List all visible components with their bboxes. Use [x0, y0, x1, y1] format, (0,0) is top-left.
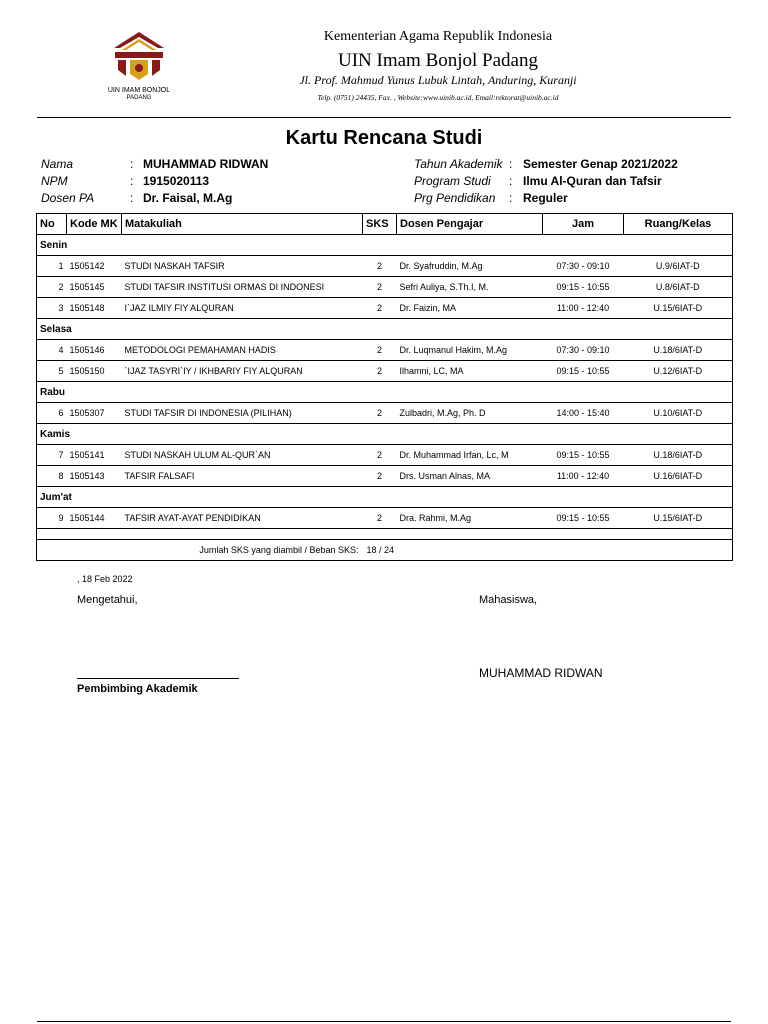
dosen-pa-value: Dr. Faisal, M.Ag: [143, 191, 233, 205]
cell-kode: 1505143: [67, 466, 122, 487]
day-row: [37, 487, 733, 508]
col-header-sks: SKS: [363, 214, 397, 235]
cell-ruang: U.15/6IAT-D: [624, 508, 733, 529]
day-label: Selasa: [37, 319, 733, 340]
nama-value: MUHAMMAD RIDWAN: [143, 157, 269, 171]
cell-no: 9: [37, 508, 67, 529]
total-row: [37, 540, 733, 561]
cell-ruang: U.18/6IAT-D: [624, 340, 733, 361]
cell-no: 3: [37, 298, 67, 319]
cell-ruang: U.15/6IAT-D: [624, 298, 733, 319]
logo-text-1: UIN IMAM BONJOL: [107, 87, 171, 94]
university-name: UIN Imam Bonjol Padang: [337, 50, 538, 71]
npm-sep: :: [130, 174, 134, 188]
cell-dosen: Ilhamni, LC, MA: [397, 361, 543, 382]
cell-jam: 07:30 - 09:10: [543, 256, 624, 277]
npm-value: 1915020113: [143, 174, 210, 188]
day-row: [37, 382, 733, 403]
day-row: [37, 424, 733, 445]
tahun-akademik-label: Tahun Akademik: [414, 157, 503, 171]
cell-ruang: U.8/6IAT-D: [624, 277, 733, 298]
cell-dosen: Dr. Luqmanul Hakim, M.Ag: [397, 340, 543, 361]
cell-sks: 2: [363, 298, 397, 319]
program-studi-label: Program Studi: [414, 174, 491, 188]
table-spacer-row: [37, 529, 733, 540]
cell-dosen: Dr. Faizin, MA: [397, 298, 543, 319]
advisor-signature-line: [77, 678, 239, 679]
tahun-sep: :: [509, 157, 513, 171]
col-header-ruang: Ruang/Kelas: [624, 214, 733, 235]
table-row: [37, 466, 733, 487]
cell-matakuliah: `IJAZ TASYRI`IY / IKHBARIY FIY ALQURAN: [122, 361, 363, 382]
dosen-pa-label: Dosen PA: [41, 191, 95, 205]
cell-jam: 09:15 - 10:55: [543, 508, 624, 529]
table-row: [37, 298, 733, 319]
tahun-akademik-value: Semester Genap 2021/2022: [523, 157, 678, 171]
cell-kode: 1505150: [67, 361, 122, 382]
cell-kode: 1505142: [67, 256, 122, 277]
col-header-no: No: [37, 214, 67, 235]
program-studi-value: Ilmu Al-Quran dan Tafsir: [523, 174, 662, 188]
cell-dosen: Drs. Usman Alnas, MA: [397, 466, 543, 487]
cell-kode: 1505146: [67, 340, 122, 361]
cell-no: 6: [37, 403, 67, 424]
cell-dosen: Dr. Muhammad Irfan, Lc, M: [397, 445, 543, 466]
cell-no: 5: [37, 361, 67, 382]
day-label: Kamis: [37, 424, 733, 445]
cell-jam: 09:15 - 10:55: [543, 445, 624, 466]
mengetahui-label: Mengetahui,: [77, 594, 138, 606]
cell-dosen: Dra. Rahmi, M.Ag: [397, 508, 543, 529]
cell-dosen: Sefri Auliya, S.Th.I, M.: [397, 277, 543, 298]
footer-divider: [37, 1021, 731, 1022]
cell-matakuliah: STUDI TAFSIR DI INDONESIA (PILIHAN): [122, 403, 363, 424]
table-row: [37, 361, 733, 382]
table-row: [37, 340, 733, 361]
nama-sep: :: [130, 157, 134, 171]
nama-label: Nama: [41, 157, 74, 171]
cell-matakuliah: I`JAZ ILMIY FIY ALQURAN: [122, 298, 363, 319]
cell-jam: 07:30 - 09:10: [543, 340, 624, 361]
cell-kode: 1505307: [67, 403, 122, 424]
cell-matakuliah: TAFSIR FALSAFI: [122, 466, 363, 487]
cell-no: 4: [37, 340, 67, 361]
cell-sks: 2: [363, 256, 397, 277]
cell-kode: 1505141: [67, 445, 122, 466]
spacer-cell: [37, 529, 733, 540]
university-logo: [100, 30, 178, 100]
logo-emblem-icon: [100, 30, 178, 82]
prg-pendidikan-value: Reguler: [523, 191, 568, 205]
cell-kode: 1505144: [67, 508, 122, 529]
cell-ruang: U.9/6IAT-D: [624, 256, 733, 277]
prg-sep: :: [509, 191, 513, 205]
cell-ruang: U.16/6IAT-D: [624, 466, 733, 487]
table-row: [37, 277, 733, 298]
table-header-row: [37, 214, 733, 235]
cell-ruang: U.12/6IAT-D: [624, 361, 733, 382]
ministry-name: Kementerian Agama Republik Indonesia: [323, 29, 553, 44]
cell-ruang: U.10/6IAT-D: [624, 403, 733, 424]
cell-sks: 2: [363, 466, 397, 487]
cell-jam: 09:15 - 10:55: [543, 361, 624, 382]
prg-pendidikan-label: Prg Pendidikan: [414, 191, 496, 205]
header-divider: [37, 117, 731, 118]
cell-dosen: Dr. Syafruddin, M.Ag: [397, 256, 543, 277]
cell-no: 8: [37, 466, 67, 487]
table-row: [37, 445, 733, 466]
col-header-matakuliah: Matakuliah: [122, 214, 363, 235]
table-row: [37, 508, 733, 529]
total-label: Jumlah SKS yang diambil / Beban SKS:: [37, 540, 363, 561]
cell-no: 1: [37, 256, 67, 277]
cell-matakuliah: TAFSIR AYAT-AYAT PENDIDIKAN: [122, 508, 363, 529]
course-table: [36, 213, 733, 561]
cell-sks: 2: [363, 403, 397, 424]
cell-no: 7: [37, 445, 67, 466]
cell-sks: 2: [363, 445, 397, 466]
col-header-jam: Jam: [543, 214, 624, 235]
cell-matakuliah: METODOLOGI PEMAHAMAN HADIS: [122, 340, 363, 361]
university-contact: Telp. (0751) 24435, Fax. , Website:www.uinib.ac.id, Email:rektorat@uinib.ac.id: [317, 93, 559, 102]
cell-jam: 11:00 - 12:40: [543, 466, 624, 487]
cell-jam: 14:00 - 15:40: [543, 403, 624, 424]
cell-jam: 11:00 - 12:40: [543, 298, 624, 319]
cell-kode: 1505148: [67, 298, 122, 319]
col-header-kode: Kode MK: [67, 214, 122, 235]
page-title: Kartu Rencana Studi: [285, 127, 483, 149]
cell-no: 2: [37, 277, 67, 298]
day-row: [37, 235, 733, 256]
cell-matakuliah: STUDI NASKAH ULUM AL-QUR`AN: [122, 445, 363, 466]
cell-dosen: Zulbadri, M.Ag, Ph. D: [397, 403, 543, 424]
col-header-dosen: Dosen Pengajar: [397, 214, 543, 235]
cell-ruang: U.18/6IAT-D: [624, 445, 733, 466]
table-row: [37, 256, 733, 277]
cell-matakuliah: STUDI NASKAH TAFSIR: [122, 256, 363, 277]
day-label: Rabu: [37, 382, 733, 403]
day-label: Jum'at: [37, 487, 733, 508]
cell-matakuliah: STUDI TAFSIR INSTITUSI ORMAS DI INDONESI: [122, 277, 363, 298]
table-row: [37, 403, 733, 424]
prodi-sep: :: [509, 174, 513, 188]
university-address: Jl. Prof. Mahmud Yunus Lubuk Lintah, Anduring, Kuranji: [299, 73, 577, 87]
npm-label: NPM: [41, 174, 68, 188]
cell-jam: 09:15 - 10:55: [543, 277, 624, 298]
total-value: 18 / 24: [363, 540, 733, 561]
day-label: Senin: [37, 235, 733, 256]
cell-kode: 1505145: [67, 277, 122, 298]
advisor-title: Pembimbing Akademik: [77, 683, 198, 695]
student-signature-name: MUHAMMAD RIDWAN: [479, 666, 603, 680]
day-row: [37, 319, 733, 340]
logo-text-2: PADANG: [126, 95, 152, 101]
print-date: , 18 Feb 2022: [77, 574, 133, 584]
cell-sks: 2: [363, 340, 397, 361]
cell-sks: 2: [363, 508, 397, 529]
cell-sks: 2: [363, 361, 397, 382]
mahasiswa-label: Mahasiswa,: [479, 594, 538, 606]
dosen-pa-sep: :: [130, 191, 134, 205]
cell-sks: 2: [363, 277, 397, 298]
